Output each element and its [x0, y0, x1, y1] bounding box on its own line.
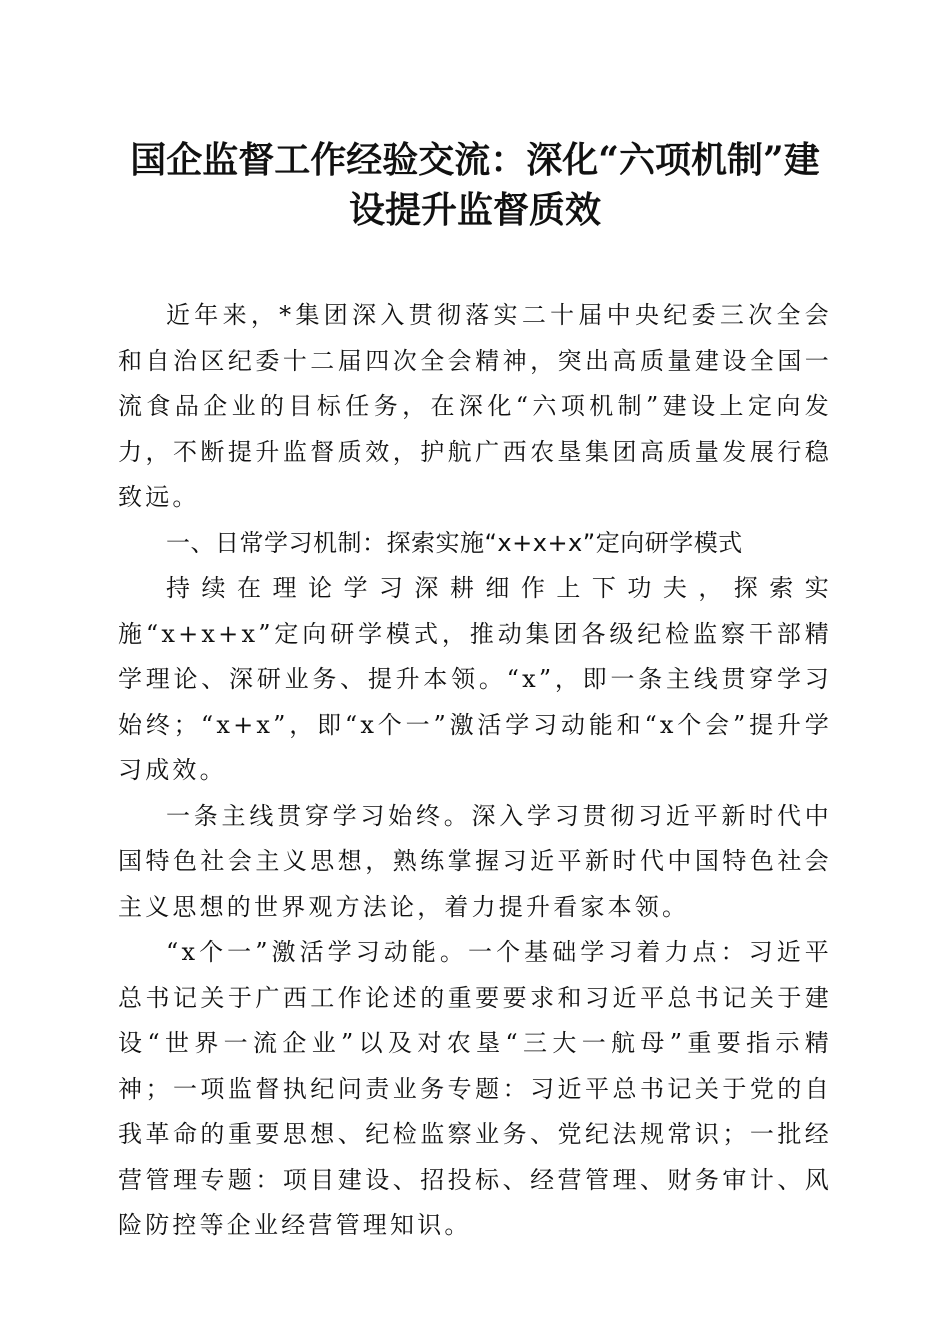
section1-paragraph-1: 持续在理论学习深耕细作上下功夫，探索实施“x+x+x”定向研学模式，推动集团各级纪检监察干部精学理论、深研业务、提升本领。“x”，即一条主线贯穿学习始终；“x+x”，即“x个一”激活学习动能和“x个会”提升学习成效。	[118, 574, 832, 784]
section1-paragraph-3: “x个一”激活学习动能。一个基础学习着力点：习近平总书记关于广西工作论述的重要要求和习近平总书记关于建设“世界一流企业”以及对农垦“三大一航母”重要指示精神；一项监督执纪问责业务专题：习近平总书记关于党的自我革命的重要思想、纪检监察业务、党纪法规常识；一批经营管理专题：项目建设、招投标、经营管理、财务审计、风险防控等企业经营管理知识。	[118, 938, 832, 1239]
section1-paragraph-2: 一条主线贯穿学习始终。深入学习贯彻习近平新时代中国特色社会主义思想，熟练掌握习近平新时代中国特色社会主义思想的世界观方法论，着力提升看家本领。	[118, 801, 832, 921]
document-body	[118, 293, 832, 1249]
section-heading-1: 一、日常学习机制：探索实施“x+x+x”定向研学模式	[166, 528, 743, 557]
title-line-2: 设提升监督质效	[348, 189, 601, 231]
title-line-1: 国企监督工作经验交流：深化“六项机制”建	[130, 139, 820, 181]
intro-paragraph: 近年来，*集团深入贯彻落实二十届中央纪委三次全会和自治区纪委十二届四次全会精神，突出高质量建设全国一流食品企业的目标任务，在深化“六项机制”建设上定向发力，不断提升监督质效，护航广西农垦集团高质量发展行稳致远。	[118, 301, 832, 511]
document-title	[118, 135, 832, 235]
